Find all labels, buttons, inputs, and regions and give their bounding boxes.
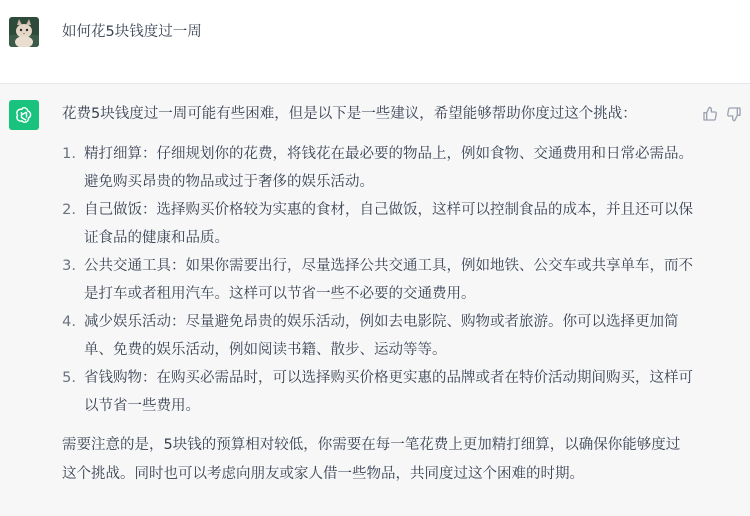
list-item-text: 公共交通工具：如果你需要出行，尽量选择公共交通工具，例如地铁、公交车或共享单车，而不是打车或者租用汽车。这样可以节省一些不必要的交通费用。: [84, 258, 693, 302]
list-item-text: 自己做饭：选择购买价格较为实惠的食材，自己做饭，这样可以控制食品的成本，并且还可以保证食品的健康和品质。: [84, 202, 693, 246]
list-item: [62, 308, 694, 364]
user-message-row: [0, 0, 750, 84]
thumbs-up-button[interactable]: [702, 106, 718, 122]
openai-logo-icon: [14, 105, 34, 125]
list-item-text: 减少娱乐活动：尽量避免昂贵的娱乐活动，例如去电影院、购物或者旅游。你可以选择更加简单、免费的娱乐活动，例如阅读书籍、散步、运动等等。: [84, 314, 679, 358]
list-item: [62, 196, 694, 252]
list-item-number: 3.: [62, 258, 76, 274]
list-item-text: 精打细算：仔细规划你的花费，将钱花在最必要的物品上，例如食物、交通费用和日常必需品。避免购买昂贵的物品或过于奢侈的娱乐活动。: [84, 146, 693, 190]
list-item-number: 5.: [62, 370, 76, 386]
feedback-buttons: [702, 106, 742, 122]
answer-closing: 需要注意的是，5块钱的预算相对较低，你需要在每一笔花费上更加精打细算，以确保你能够度过这个挑战。同时也可以考虑向朋友或家人借一些物品，共同度过这个困难的时期。: [62, 437, 681, 482]
thumbs-up-icon: [702, 106, 718, 122]
list-item-number: 4.: [62, 314, 76, 330]
list-item: [62, 364, 694, 420]
user-avatar: [9, 17, 39, 47]
assistant-message-row: [0, 84, 750, 516]
list-item-text: 省钱购物：在购买必需品时，可以选择购买价格更实惠的品牌或者在特价活动期间购买，这样可以节省一些费用。: [84, 370, 693, 414]
list-item-number: 1.: [62, 146, 76, 162]
thumbs-down-button[interactable]: [726, 106, 742, 122]
answer-intro: 花费5块钱度过一周可能有些困难，但是以下是一些建议，希望能够帮助你度过这个挑战：: [62, 106, 637, 122]
list-item: [62, 252, 694, 308]
user-avatar-cat-icon: [9, 17, 39, 47]
assistant-avatar: [9, 100, 39, 130]
user-message-text: 如何花5块钱度过一周: [62, 24, 202, 40]
thumbs-down-icon: [726, 106, 742, 122]
suggestion-list: [62, 140, 694, 420]
assistant-message-content: [62, 103, 694, 489]
list-item-number: 2.: [62, 202, 76, 218]
list-item: [62, 140, 694, 196]
